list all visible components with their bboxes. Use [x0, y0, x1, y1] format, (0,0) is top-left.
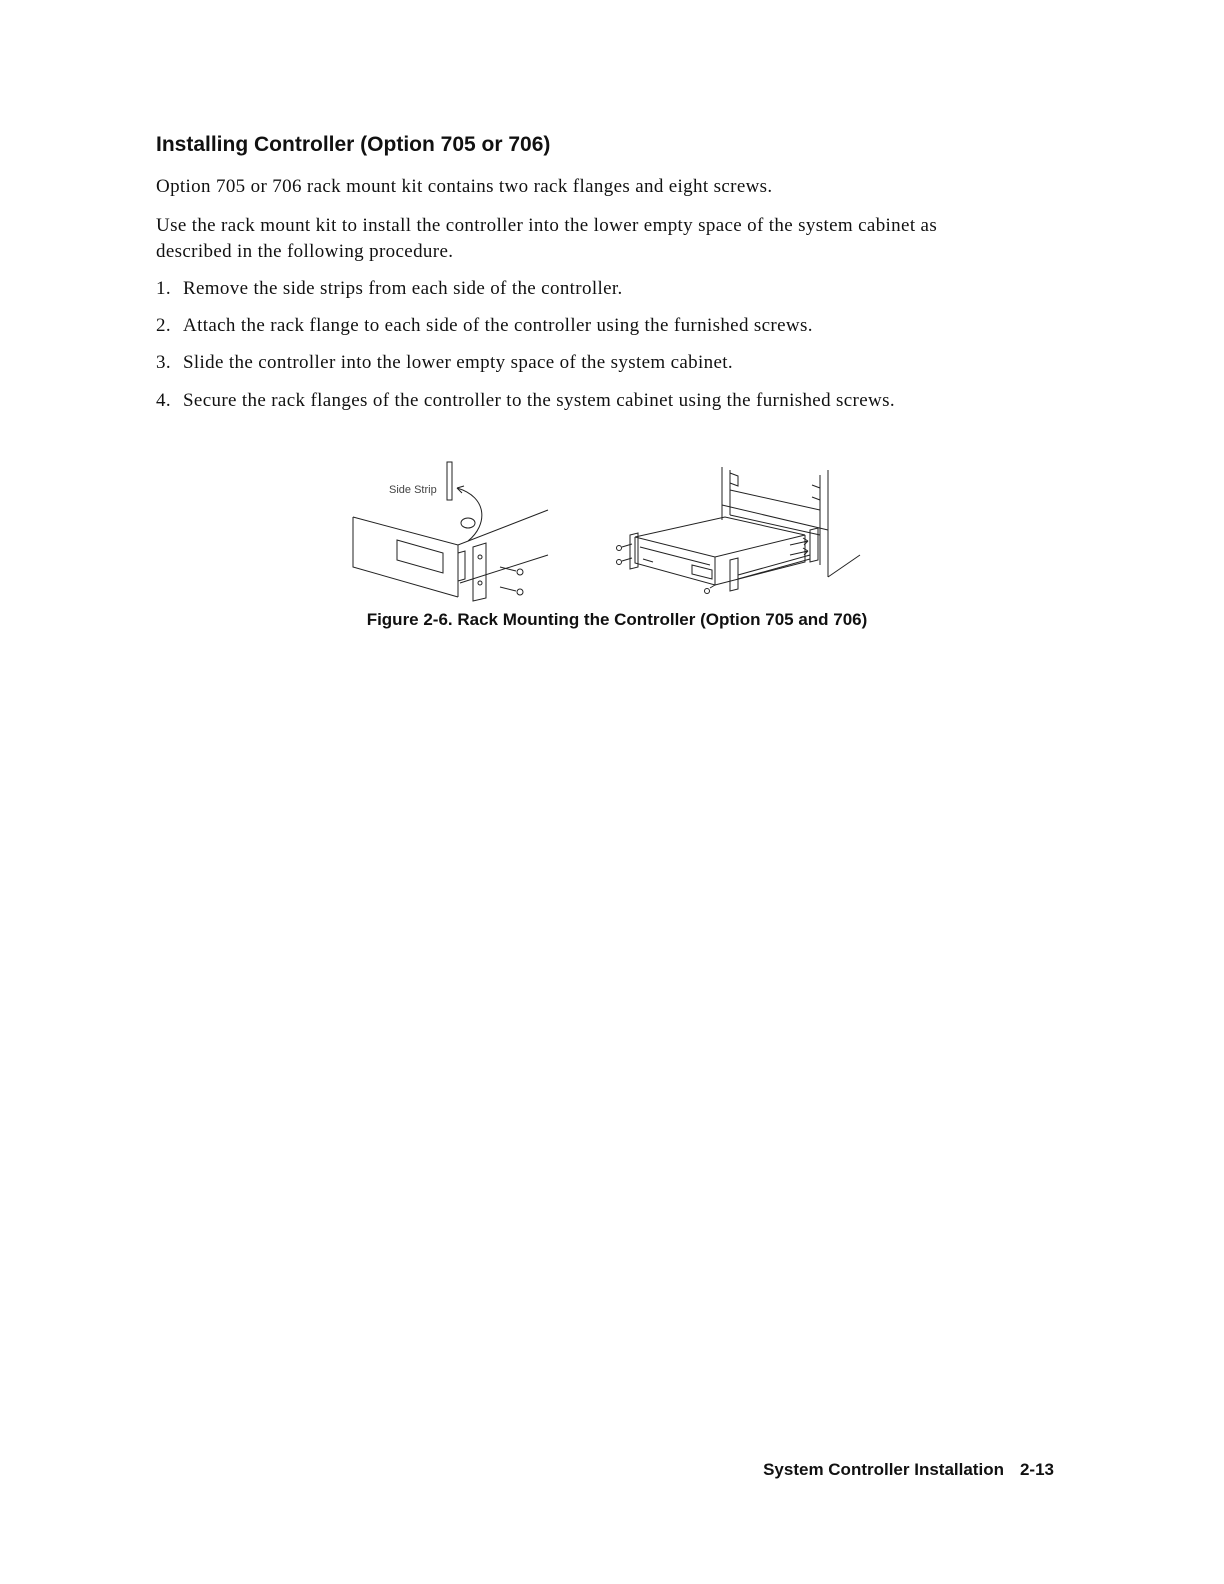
- step-text: Slide the controller into the lower empty space of the system cabinet.: [183, 352, 734, 373]
- footer-section-name: System Controller Installation: [763, 1460, 1004, 1479]
- step-3: [156, 350, 733, 376]
- step-number: 3.: [156, 352, 171, 373]
- step-4: [156, 388, 895, 414]
- procedure-intro-paragraph: Use the rack mount kit to install the controller into the lower empty space of the system cabinet as described in the following procedure.: [156, 215, 938, 262]
- step-number: 1.: [156, 278, 171, 299]
- step-number: 2.: [156, 315, 171, 336]
- section-heading: Installing Controller (Option 705 or 706): [156, 133, 551, 156]
- step-2: [156, 313, 813, 339]
- side-strip-label: Side Strip: [389, 484, 437, 496]
- page-footer: [763, 1460, 1054, 1480]
- step-text: Attach the rack flange to each side of the controller using the furnished screws.: [183, 315, 813, 336]
- step-1: [156, 276, 623, 302]
- step-text: Remove the side strips from each side of the controller.: [183, 278, 623, 299]
- rack-mount-illustration: [340, 455, 880, 605]
- step-number: 4.: [156, 390, 171, 411]
- cabinet-insertion-drawing: [617, 467, 861, 594]
- page-number: 2-13: [1019, 1460, 1054, 1479]
- step-text: Secure the rack flanges of the controller to the system cabinet using the furnished screws.: [183, 390, 895, 411]
- figure-caption: Figure 2-6. Rack Mounting the Controller (Option 705 and 706): [366, 610, 868, 629]
- side-strip-removal-drawing: [353, 462, 548, 601]
- intro-paragraph: Option 705 or 706 rack mount kit contains two rack flanges and eight screws.: [156, 176, 773, 197]
